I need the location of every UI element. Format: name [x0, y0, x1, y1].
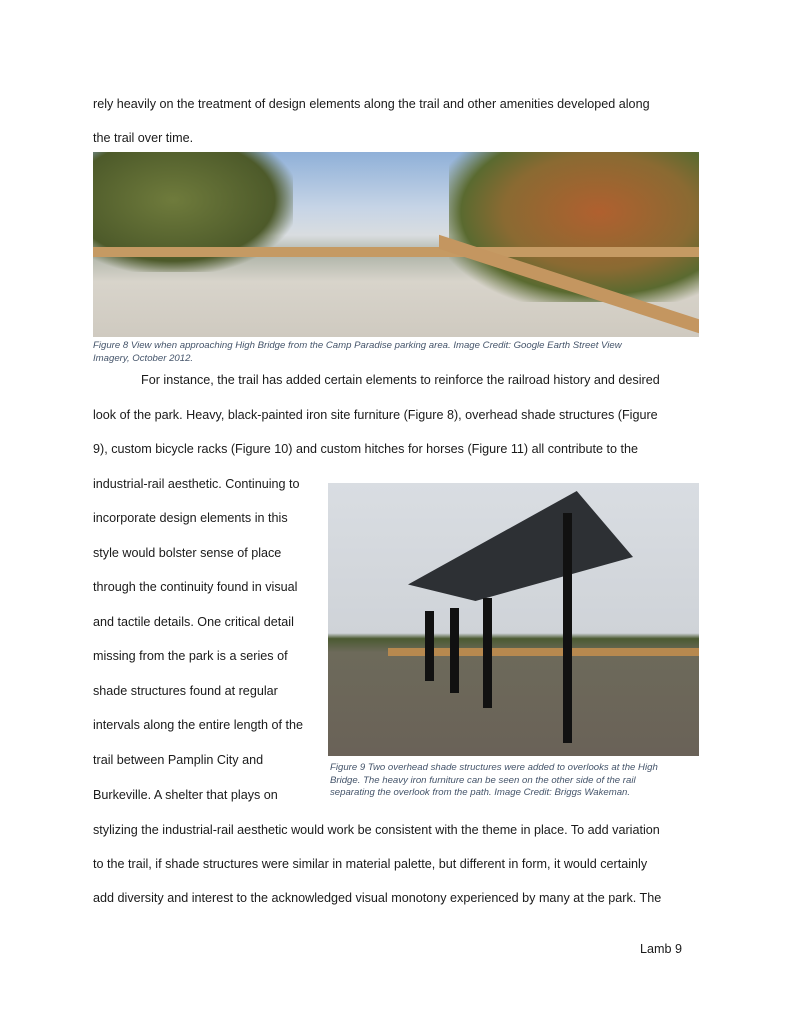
caption-line: Imagery, October 2012.: [93, 352, 194, 364]
body-line: stylizing the industrial-rail aesthetic would work be consistent with the theme in place. To add variation: [93, 823, 660, 837]
body-line: For instance, the trail has added certain elements to reinforce the railroad history and desired: [141, 373, 660, 387]
body-line: to the trail, if shade structures were similar in material palette, but different in form, it would certainly: [93, 857, 648, 871]
body-line: the trail over time.: [93, 131, 194, 145]
body-line: industrial-rail aesthetic. Continuing to: [93, 477, 300, 491]
body-line: missing from the park is a series of: [93, 649, 288, 663]
body-line: through the continuity found in visual: [93, 580, 298, 594]
figure-8-image: [93, 152, 699, 337]
body-line: style would bolster sense of place: [93, 546, 282, 560]
caption-line: separating the overlook from the path. Image Credit: Briggs Wakeman.: [330, 787, 631, 798]
body-line: add diversity and interest to the acknowledged visual monotony experienced by many at the park. The: [93, 891, 662, 905]
body-line: 9), custom bicycle racks (Figure 10) and custom hitches for horses (Figure 11) all contribute to the: [93, 442, 639, 456]
body-line: incorporate design elements in this: [93, 511, 288, 525]
body-line: Burkeville. A shelter that plays on: [93, 788, 278, 802]
body-line: intervals along the entire length of the: [93, 718, 304, 732]
body-line: rely heavily on the treatment of design elements along the trail and other amenities developed along: [93, 97, 650, 111]
page-footer: Lamb 9: [640, 942, 683, 956]
figure-8-caption: [93, 340, 622, 365]
body-line: trail between Pamplin City and: [93, 753, 264, 767]
caption-line: Figure 8 View when approaching High Bridge from the Camp Paradise parking area. Image Credit: Google Earth Street View: [93, 340, 622, 351]
caption-line: Figure 9 Two overhead shade structures were added to overlooks at the High: [330, 762, 658, 773]
body-line: look of the park. Heavy, black-painted iron site furniture (Figure 8), overhead shade structures (Figure: [93, 408, 658, 422]
figure-9-image: [328, 483, 699, 756]
body-line: and tactile details. One critical detail: [93, 615, 294, 629]
caption-line: Bridge. The heavy iron furniture can be seen on the other side of the rail: [330, 774, 636, 786]
body-line: shade structures found at regular: [93, 684, 278, 698]
figure-9-caption: [330, 762, 658, 800]
